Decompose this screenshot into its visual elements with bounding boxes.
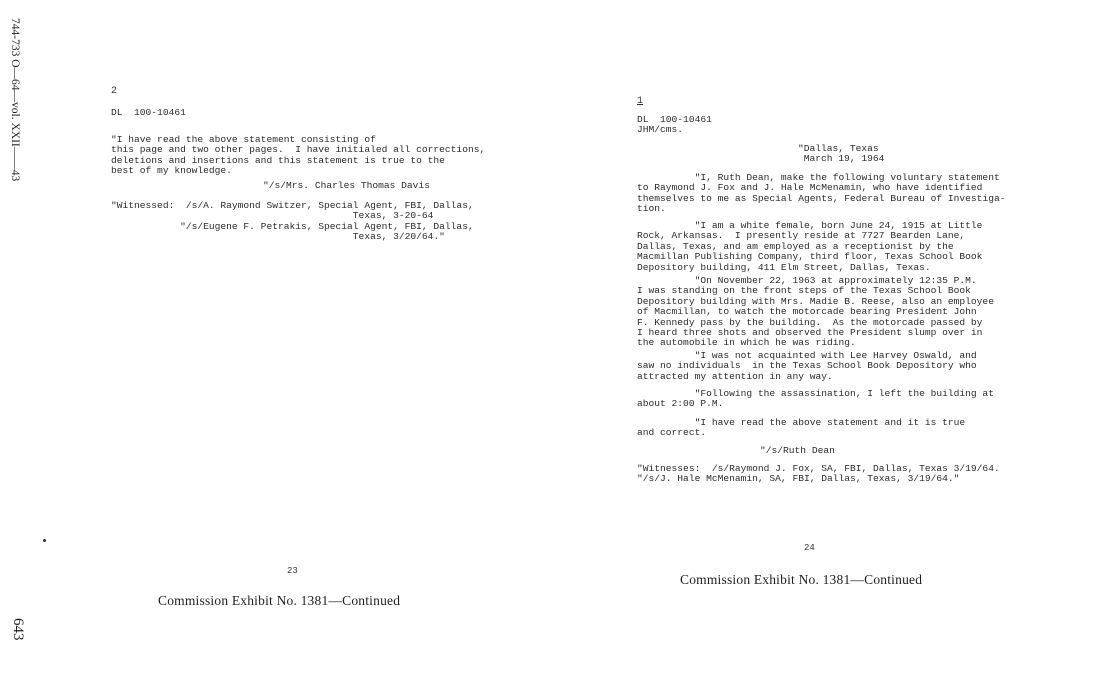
statement-paragraph: "I, Ruth Dean, make the following voluntary statement to Raymond J. Fox and J. Hale McMenamin, who have identified themselves to me as Special Agents, Federal Bureau of Investiga- tion.	[637, 172, 1006, 215]
right-witnesses: "Witnesses: /s/Raymond J. Fox, SA, FBI, Dallas, Texas 3/19/64. "/s/J. Hale McMenamin, SA, FBI, Dallas, Texas, 3/19/64."	[637, 463, 1000, 485]
right-initials: JHM/cms.	[637, 124, 684, 135]
statement-paragraph: "I have read the above statement and it is true and correct.	[637, 417, 966, 439]
right-page-mark: 1	[637, 96, 644, 107]
statement-paragraph: "Following the assassination, I left the building at about 2:00 P.M.	[637, 388, 994, 410]
left-footer-number: 23	[287, 566, 298, 576]
statement-paragraph: "I was not acquainted with Lee Harvey Oswald, and saw no individuals in the Texas School Book Depository who attracted my attention in any way.	[637, 350, 977, 382]
page-number: 643	[10, 618, 26, 641]
right-footer-number: 24	[804, 543, 815, 553]
left-body-text: "I have read the above statement consisting of this page and two other pages. I have initialed all corrections, deletions and insertions and this statement is true to the best of my knowledge.	[111, 134, 486, 177]
page-number-margin	[10, 618, 26, 658]
volume-code: 744-733 O—64—vol. XXII——43	[9, 18, 21, 182]
left-page-mark: 2	[111, 86, 118, 97]
statement-paragraph: "I am a white female, born June 24, 1915 at Little Rock, Arkansas. I presently reside at 7727 Bearden Lane, Dallas, Texas, and am employed as a receptionist by the Macmillan Publishing Company, third floor, Texas School Book Depository building, 411 Elm Street, Dallas, Texas.	[637, 220, 983, 273]
volume-code-margin	[5, 18, 25, 228]
margin-dot	[43, 539, 46, 542]
left-exhibit-caption: Commission Exhibit No. 1381—Continued	[158, 593, 401, 608]
statement-paragraph: "On November 22, 1963 at approximately 12:35 P.M. I was standing on the front steps of the Texas School Book Depository building with Mrs. Madie B. Reese, also an employee of Macmillan, to watch the motorcade bearing President John F. Kennedy pass by the building. As the motorcade passed by I heard three shots and observed the President slump over in the automobile in which he was riding.	[637, 275, 994, 349]
right-dateline: "Dallas, Texas March 19, 1964	[798, 143, 885, 165]
left-signature: "/s/Mrs. Charles Thomas Davis	[263, 180, 430, 191]
right-file-number: DL 100-10461	[637, 114, 712, 125]
left-file-number: DL 100-10461	[111, 107, 186, 118]
right-exhibit-caption: Commission Exhibit No. 1381—Continued	[680, 572, 923, 587]
left-witnesses: "Witnessed: /s/A. Raymond Switzer, Special Agent, FBI, Dallas, Texas, 3-20-64 "/s/Eugene F. Petrakis, Special Agent, FBI, Dallas, Texas, 3/20/64."	[111, 200, 474, 243]
right-signature: "/s/Ruth Dean	[760, 445, 835, 456]
